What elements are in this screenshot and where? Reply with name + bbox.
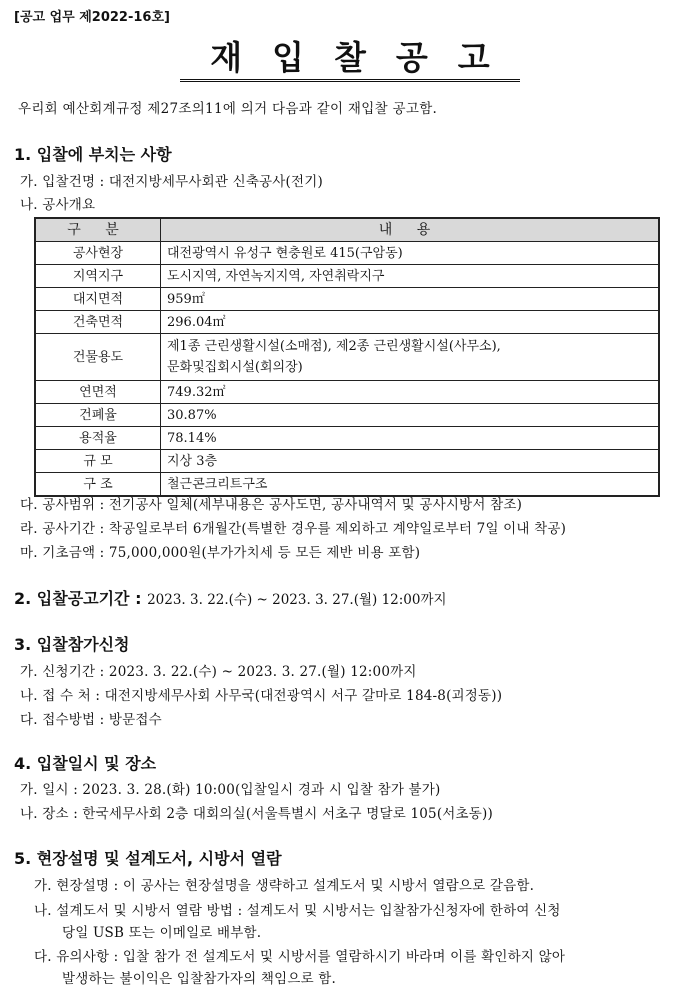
row-value: 296.04㎡ [161, 311, 660, 334]
page-title: 재입찰공고 [180, 38, 519, 82]
title-block [0, 38, 700, 82]
s1-item-bid-name: 가. 입찰건명 : 대전지방세무사회관 신축공사(전기) [20, 174, 323, 190]
row-value-line-1: 제1종 근린생활시설(소매점), 제2종 근린생활시설(사무소), [167, 339, 501, 354]
row-key: 용적율 [35, 427, 161, 450]
row-key: 연면적 [35, 381, 161, 404]
row-key: 지역지구 [35, 265, 161, 288]
project-overview-table [34, 217, 660, 497]
s5-item-viewing-method: 나. 설계도서 및 시방서 열람 방법 : 설계도서 및 시방서는 입찰참가신청자에 한하여 신청 [34, 903, 561, 919]
table-header-row [35, 218, 659, 242]
s5-item-viewing-method-cont: 당일 USB 또는 이메일로 배부함. [62, 925, 262, 941]
row-key: 구 조 [35, 473, 161, 497]
row-value-multiline [161, 334, 660, 381]
s1-item-base-price: 마. 기초금액 : 75,000,000원(부가가치세 등 모든 제반 비용 포함) [20, 545, 421, 561]
table-row [35, 288, 659, 311]
table-row [35, 427, 659, 450]
row-value: 대전광역시 유성구 현충원로 415(구암동) [161, 242, 660, 265]
s4-item-datetime: 가. 일시 : 2023. 3. 28.(화) 10:00(입찰일시 경과 시 입찰 참가 불가) [20, 782, 441, 798]
row-value: 철근콘크리트구조 [161, 473, 660, 497]
s1-item-overview: 나. 공사개요 [20, 197, 96, 213]
s5-item-site-briefing: 가. 현장설명 : 이 공사는 현장설명을 생략하고 설계도서 및 시방서 열람으로 갈음함. [34, 878, 535, 894]
row-key: 건물용도 [35, 334, 161, 381]
table-row [35, 450, 659, 473]
section-1-heading: 1. 입찰에 부치는 사항 [14, 145, 172, 164]
s1-item-period: 라. 공사기간 : 착공일로부터 6개월간(특별한 경우를 제외하고 계약일로부터 7일 이내 착공) [20, 521, 567, 537]
row-value: 도시지역, 자연녹지지역, 자연취락지구 [161, 265, 660, 288]
table-row [35, 404, 659, 427]
table-row [35, 381, 659, 404]
section-2-heading [14, 586, 447, 609]
table-row [35, 265, 659, 288]
section-3-heading: 3. 입찰참가신청 [14, 635, 130, 654]
header-content: 내 용 [161, 218, 660, 242]
intro-text: 우리회 예산회계규정 제27조의11에 의거 다음과 같이 재입찰 공고함. [18, 101, 438, 117]
s4-item-location: 나. 장소 : 한국세무사회 2층 대회의실(서울특별시 서초구 명달로 105(서초동)) [20, 806, 493, 822]
section-5-heading: 5. 현장설명 및 설계도서, 시방서 열람 [14, 849, 282, 868]
row-key: 규 모 [35, 450, 161, 473]
s3-item-application-period: 가. 신청기간 : 2023. 3. 22.(수) ~ 2023. 3. 27.(월) 12:00까지 [20, 664, 417, 680]
s5-item-notice: 다. 유의사항 : 입찰 참가 전 설계도서 및 시방서를 열람하시기 바라며 이를 확인하지 않아 [34, 949, 566, 965]
table-row [35, 334, 659, 381]
s3-item-reception: 나. 접 수 처 : 대전지방세무사회 사무국(대전광역시 서구 갈마로 184-8(괴정동)) [20, 688, 503, 704]
table-row [35, 242, 659, 265]
header-category: 구 분 [35, 218, 161, 242]
document-number: [공고 업무 제2022-16호] [14, 10, 170, 25]
row-value: 959㎡ [161, 288, 660, 311]
row-value: 30.87% [161, 404, 660, 427]
s5-item-notice-cont: 발생하는 불이익은 입찰참가자의 책임으로 함. [62, 971, 337, 987]
row-value-line-2: 문화및집회시설(회의장) [167, 360, 303, 375]
announcement-period: 2023. 3. 22.(수) ~ 2023. 3. 27.(월) 12:00까지 [147, 592, 447, 608]
row-key: 건축면적 [35, 311, 161, 334]
row-value: 749.32㎡ [161, 381, 660, 404]
row-key: 공사현장 [35, 242, 161, 265]
row-key: 건폐율 [35, 404, 161, 427]
section-2-title: 2. 입찰공고기간 : [14, 589, 142, 608]
s3-item-method: 다. 접수방법 : 방문접수 [20, 712, 162, 728]
s1-item-scope: 다. 공사범위 : 전기공사 일체(세부내용은 공사도면, 공사내역서 및 공사시방서 참조) [20, 497, 523, 513]
row-value: 지상 3층 [161, 450, 660, 473]
row-key: 대지면적 [35, 288, 161, 311]
row-value: 78.14% [161, 427, 660, 450]
table-row [35, 311, 659, 334]
section-4-heading: 4. 입찰일시 및 장소 [14, 754, 157, 773]
